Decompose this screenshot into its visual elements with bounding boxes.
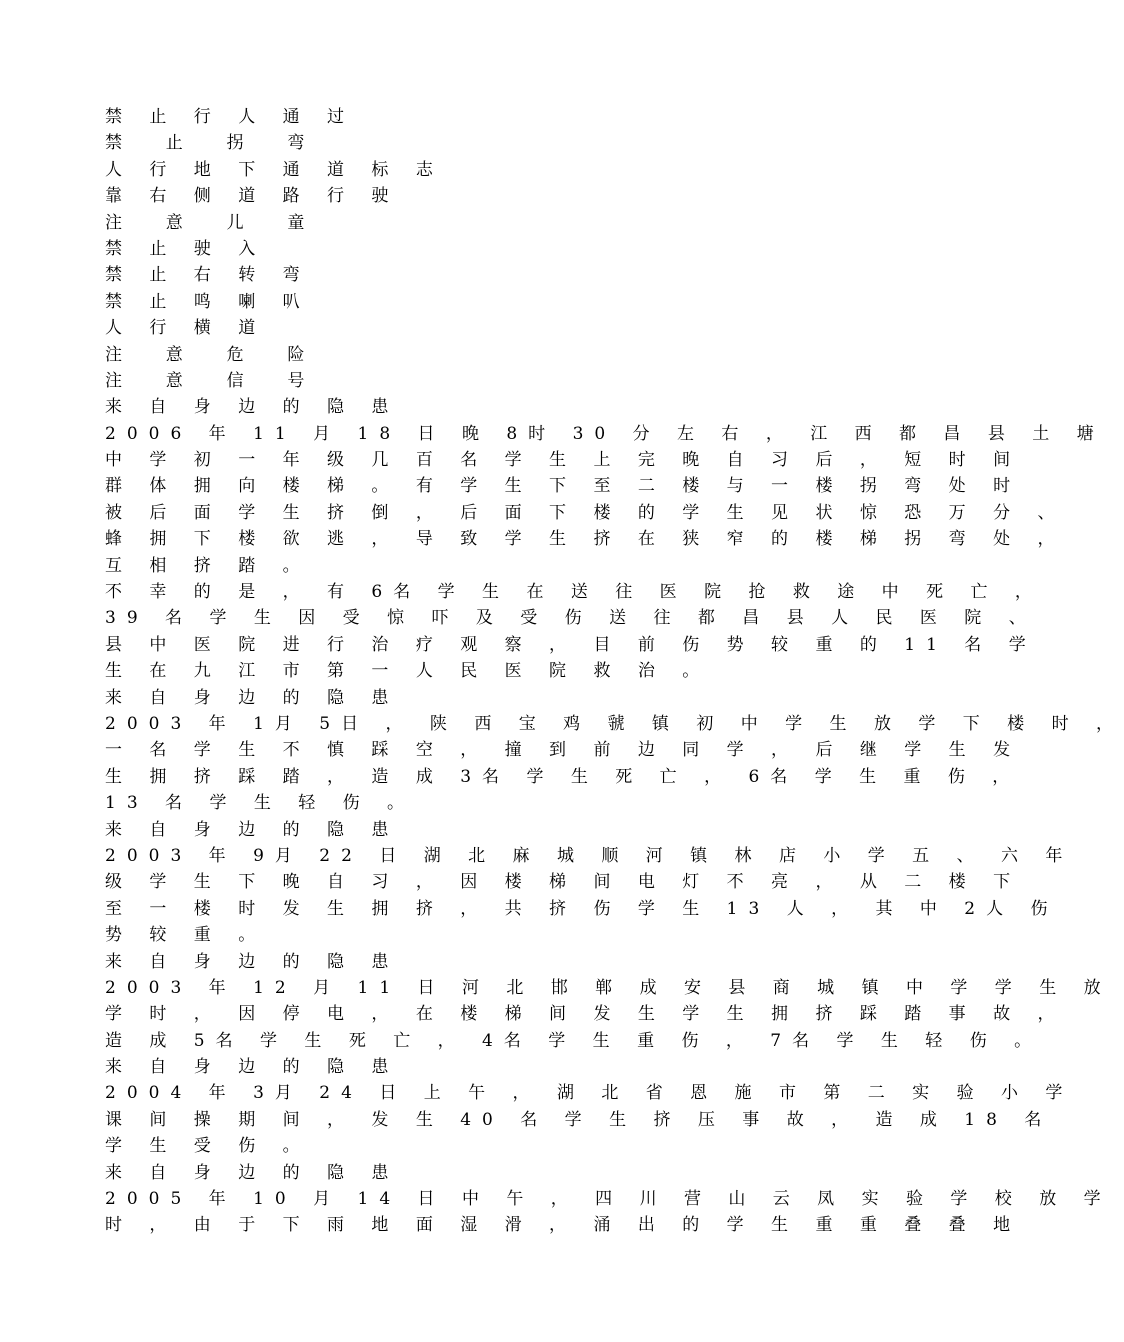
text-line: 禁 止 行 人 通 过 (105, 107, 356, 127)
text-line: 生 在 九 江 市 第 一 人 民 医 院 救 治 。 (105, 661, 711, 682)
text-line: 来 自 身 边 的 隐 患 (105, 397, 400, 418)
text-line: 被 后 面 学 生 挤 倒 ， 后 面 下 楼 的 学 生 见 状 惊 恐 万 分 、 (105, 502, 1066, 523)
text-line: 一 名 学 生 不 慎 踩 空 ， 撞 到 前 边 同 学 ， 后 继 学 生 发 (105, 740, 1022, 761)
text-line: 至 一 楼 时 发 生 拥 挤 ， 共 挤 伤 学 生 13 人 ， 其 中 2人 伤 (105, 898, 1059, 919)
text-line: 不 幸 的 是 ， 有 6名 学 生 在 送 往 医 院 抢 救 途 中 死 亡 ， (105, 582, 1043, 603)
text-line: 2003 年 9月 22 日 湖 北 麻 城 顺 河 镇 林 店 小 学 五 、 六 年 (105, 845, 1074, 866)
text-line: 学 时 ， 因 停 电 ， 在 楼 梯 间 发 生 学 生 拥 挤 踩 踏 事 故 ， (105, 1004, 1066, 1025)
text-line: 势 较 重 。 (105, 925, 267, 946)
text-line: 课 间 操 期 间 ， 发 生 40 名 学 生 挤 压 事 故 ， 造 成 18 名 (105, 1109, 1053, 1130)
text-line: 互 相 挤 踏 。 (105, 555, 311, 576)
text-line: 中 学 初 一 年 级 几 百 名 学 生 上 完 晚 自 习 后 ， 短 时 间 (105, 450, 1022, 471)
text-line: 13 名 学 生 轻 伤 。 (105, 793, 416, 814)
text-line: 人 行 横 道 (105, 318, 267, 339)
text-line: 禁 止 驶 入 (105, 238, 267, 259)
text-line: 2006 年 11 月 18 日 晚 8时 30 分 左 右 ， 江 西 都 昌 县 土 塘 (105, 423, 1105, 444)
text-line: 生 拥 挤 踩 踏 ， 造 成 3名 学 生 死 亡 ， 6名 学 生 重 伤 ， (105, 766, 1021, 787)
text-line: 来 自 身 边 的 隐 患 (105, 819, 400, 840)
text-line: 蜂 拥 下 楼 欲 逃 ， 导 致 学 生 挤 在 狭 窄 的 楼 梯 拐 弯 处 ， (105, 529, 1066, 550)
text-line: 来 自 身 边 的 隐 患 (105, 1162, 400, 1183)
text-line: 2003 年 12 月 11 日 河 北 邯 郸 成 安 县 商 城 镇 中 学 学 生 放 (105, 977, 1112, 998)
text-line: 级 学 生 下 晚 自 习 ， 因 楼 梯 间 电 灯 不 亮 ， 从 二 楼 下 (105, 872, 1022, 893)
text-line: 县 中 医 院 进 行 治 疗 观 察 ， 目 前 伤 势 较 重 的 11 名 学 (105, 634, 1037, 655)
text-line: 时 ， 由 于 下 雨 地 面 湿 滑 ， 涌 出 的 学 生 重 重 叠 叠 地 (105, 1215, 1022, 1236)
text-line: 造 成 5名 学 生 死 亡 ， 4名 学 生 重 伤 ， 7名 学 生 轻 伤 。 (105, 1030, 1043, 1051)
text-line: 39 名 学 生 因 受 惊 吓 及 受 伤 送 往 都 昌 县 人 民 医 院 、 (105, 608, 1037, 629)
text-line: 禁 止 拐 弯 (105, 133, 316, 154)
text-body (105, 104, 1124, 1239)
text-line: 学 生 受 伤 。 (105, 1136, 311, 1157)
text-line: 注 意 危 险 (105, 344, 316, 365)
text-line: 禁 止 鸣 喇 叭 (105, 291, 311, 312)
text-line: 来 自 身 边 的 隐 患 (105, 951, 400, 972)
text-line: 2003 年 1月 5日 ， 陕 西 宝 鸡 虢 镇 初 中 学 生 放 学 下 楼 时 ， (105, 713, 1124, 734)
text-line: 2005 年 10 月 14 日 中 午 ， 四 川 营 山 云 凤 实 验 学 校 放 学 (105, 1189, 1112, 1210)
text-line: 注 意 儿 童 (105, 212, 316, 233)
text-line: 靠 右 侧 道 路 行 驶 (105, 186, 400, 207)
text-line: 人 行 地 下 通 道 标 志 (105, 159, 444, 180)
text-line: 来 自 身 边 的 隐 患 (105, 1057, 400, 1078)
text-line: 群 体 拥 向 楼 梯 。 有 学 生 下 至 二 楼 与 一 楼 拐 弯 处 时 (105, 476, 1022, 497)
text-line: 来 自 身 边 的 隐 患 (105, 687, 400, 708)
text-line: 禁 止 右 转 弯 (105, 265, 311, 286)
text-line: 2004 年 3月 24 日 上 午 ， 湖 北 省 恩 施 市 第 二 实 验 小 学 (105, 1083, 1074, 1104)
text-line: 注 意 信 号 (105, 370, 316, 391)
